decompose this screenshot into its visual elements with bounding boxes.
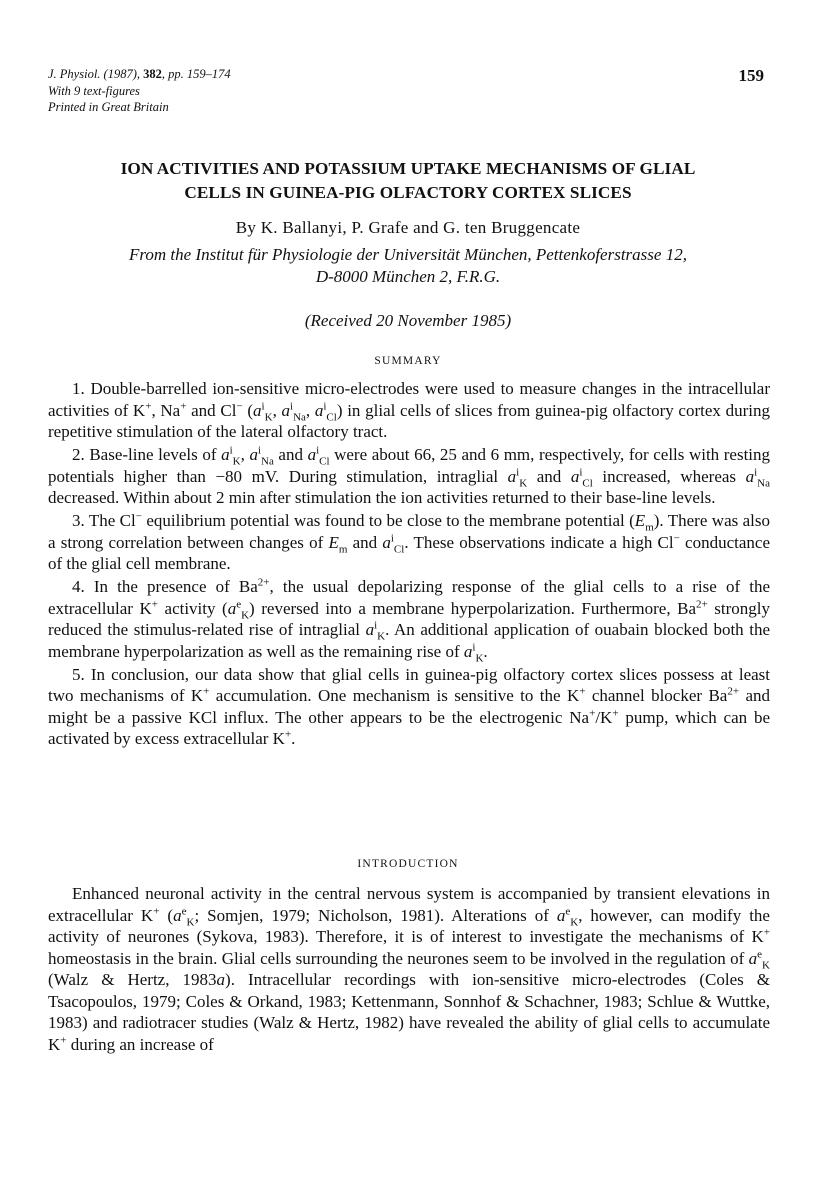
text-run: + — [60, 1033, 67, 1046]
citation-line — [48, 66, 231, 83]
text-run: K — [475, 651, 484, 664]
text-run: i — [316, 444, 320, 457]
printed-note: Printed in Great Britain — [48, 100, 169, 114]
text-run: a — [748, 948, 758, 968]
text-run: 4. In the presence of Ba — [72, 577, 258, 596]
text-run: − — [673, 531, 680, 544]
text-run: equilibrium potential was found to be close to the membrane potential ( — [141, 511, 635, 530]
text-run: a — [314, 400, 324, 420]
text-run: K — [241, 608, 250, 621]
text-run: and Cl — [186, 400, 237, 420]
affiliation — [50, 244, 766, 288]
text-run: a — [227, 598, 237, 618]
figures-note: With 9 text-figures — [48, 83, 140, 98]
text-run: i — [261, 399, 265, 412]
received-date: (Received 20 November 1985) — [304, 311, 512, 330]
text-run: Na — [293, 410, 306, 423]
introduction-paragraph: Enhanced neuronal activity in the central nervous system is accompanied by transient elevations in extracellular K+ ($a^e_K$; Somjen, 1979; Nicholson, 1981). Alterations of $a^e_K$, however, can modify the activity of neurones (Sykova, 1983). Therefore, it is of interest to investigate the mechanisms of K+ homeostasis in the brain. Glial cells surrounding the neurones seem to be involved in the regulation of $a^e_K$ (Walz & Hertz, 1983a). Intracellular recordings with ion-sensitive micro-electrodes (Coles & Tsacopoulos, 1979; Coles & Orkand, 1983; Kettenmann, Sonnhof & Schachner, 1983; Schlue & Wuttke, 1983) and radiotracer studies (Walz & Hertz, 1982) have revealed the ability of glial cells to accumulate K+ during an increase of — [48, 884, 770, 1054]
text-run: 2+ — [696, 597, 708, 610]
text-run: during an increase of — [66, 1034, 214, 1054]
text-run: ). Intracellular recordings with ion-sensitive micro-electrodes (Coles & Tsacopoulos, 1979; Coles & Orkand, 1983; Kettenmann, Sonnhof & Schachner, 1983; Schlue & Wuttke, 1983) and radiotracer studies (Walz & Hertz, 1982) have revealed the ability of glial cells to accumulate K — [48, 970, 770, 1054]
text-run: e — [565, 904, 571, 917]
text-run: 3. The Cl — [72, 511, 136, 530]
summary-paragraph-3 — [48, 510, 770, 575]
text-run: increased, whereas — [592, 466, 746, 486]
text-run: K — [232, 455, 241, 468]
summary-paragraph-4 — [48, 576, 770, 662]
text-run: i — [390, 531, 394, 544]
text-run: a — [570, 466, 580, 486]
text-run: i — [323, 399, 327, 412]
text-run: a — [249, 445, 258, 464]
journal-name: J. Physiol. — [48, 67, 101, 81]
text-run: ; Somjen, 1979; Nicholson, 1981). Alterations of — [194, 905, 557, 925]
text-run: + — [153, 904, 160, 917]
text-run: , the usual depolarizing response of the glial cells to a rise of the extracellular K — [48, 577, 770, 618]
text-run: , — [240, 445, 250, 464]
title-line: ION ACTIVITIES AND POTASSIUM UPTAKE MECHANISMS OF GLIAL — [120, 159, 696, 178]
text-run: K — [377, 630, 386, 643]
text-run: K — [600, 707, 613, 727]
text-run: Cl — [393, 542, 405, 555]
text-run: channel blocker Ba — [585, 686, 728, 705]
text-run: i — [374, 619, 378, 632]
text-run: Cl — [319, 455, 330, 468]
text-run: K — [519, 476, 528, 489]
text-run: a — [463, 641, 473, 661]
text-run: + — [589, 706, 596, 719]
text-run: activity ( — [157, 598, 228, 618]
text-run: m — [338, 542, 348, 555]
text-run: a — [365, 620, 375, 639]
text-run: m — [645, 521, 654, 534]
text-run: , Na — [151, 400, 181, 420]
text-run: ) in glial cells of slices from guinea-pig olfactory cortex during repetitive stimulation of the lateral olfactory tract. — [48, 400, 770, 441]
summary-heading: SUMMARY — [374, 355, 442, 367]
text-run: + — [145, 399, 152, 412]
text-run: ( — [242, 400, 254, 420]
text-run: a — [173, 905, 182, 925]
summary-paragraph-2 — [48, 444, 770, 509]
text-run: + — [579, 685, 586, 698]
text-run: a — [507, 466, 517, 486]
text-run: i — [516, 465, 520, 478]
text-run: i — [290, 399, 294, 412]
text-run: − — [236, 399, 243, 412]
text-run: e — [181, 904, 187, 917]
introduction-heading: INTRODUCTION — [357, 858, 459, 870]
text-run: . These observations indicate a high Cl — [404, 532, 674, 552]
text-run: and — [527, 466, 571, 486]
year: (1987), — [103, 67, 144, 81]
text-run: accumulation. One mechanism is sensitive to the K — [209, 686, 580, 705]
summary-paragraph-1 — [48, 378, 770, 443]
text-run: E — [634, 511, 646, 530]
summary-body — [48, 378, 770, 751]
text-run: e — [236, 597, 242, 610]
text-run: a — [556, 905, 566, 925]
text-run: + — [203, 685, 210, 698]
text-run: and might be a passive KCl influx. The other appears to be the electrogenic Na — [48, 686, 771, 727]
text-run: , — [305, 400, 315, 420]
text-run: were about 66, 25 and 6 mm, respectively, for cells with resting potentials higher than −80 mV. During stimulation, intraglial — [48, 445, 771, 486]
text-run: i — [754, 465, 758, 478]
volume: 382 — [143, 67, 162, 81]
text-run: K — [264, 410, 273, 423]
journal-citation — [48, 66, 231, 116]
text-run: i — [579, 465, 583, 478]
text-run: Enhanced neuronal activity in the central nervous system is accompanied by transient elevations in extracellular K — [48, 884, 770, 925]
text-run: 2+ — [727, 685, 740, 698]
text-run: , — [272, 400, 282, 420]
text-run: a — [253, 400, 262, 420]
text-run: + — [612, 706, 619, 719]
text-run: strongly reduced the stimulus-related rise of intraglial — [48, 598, 770, 639]
affiliation-line: From the Institut für Physiologie der Universität München, Pettenkoferstrasse 12, — [129, 245, 687, 264]
authors: By K. Ballanyi, P. Grafe and G. ten Bruggencate — [235, 218, 581, 237]
text-run: , however, can modify the activity of neurones (Sykova, 1983). Therefore, it is of interest to investigate the mechanisms of K — [48, 905, 770, 946]
text-run: 1. Double-barrelled ion-sensitive micro-electrodes were used to measure changes in the intracellular activities of K — [48, 379, 770, 420]
text-run: ). There was also a strong correlation between changes of — [48, 511, 771, 552]
article-title — [50, 157, 766, 205]
text-run: a — [382, 532, 391, 552]
text-run: + — [763, 926, 770, 939]
text-run: decreased. Within about 2 min after stimulation the ion activities returned to their base-line levels. — [48, 488, 716, 507]
text-run: a — [307, 445, 317, 464]
text-run: i — [257, 444, 262, 457]
text-run: i — [472, 640, 476, 653]
text-run: E — [328, 532, 339, 552]
text-run: a — [221, 445, 230, 464]
text-run: Na — [261, 455, 274, 468]
title-line: CELLS IN GUINEA-PIG OLFACTORY CORTEX SLICES — [184, 183, 632, 202]
text-run: K — [762, 958, 770, 971]
text-run: Cl — [582, 476, 593, 489]
text-run: + — [180, 399, 187, 412]
text-run: i — [229, 444, 233, 457]
pages: , pp. 159–174 — [161, 67, 231, 81]
text-run: ) reversed into a membrane hyperpolarization. Furthermore, Ba — [249, 598, 697, 618]
text-run: Cl — [326, 410, 337, 423]
text-run: 2. Base-line levels of — [72, 445, 222, 464]
page-number: 159 — [738, 66, 764, 85]
text-run: e — [757, 947, 763, 960]
text-run: conductance of the glial cell membrane. — [48, 532, 770, 573]
text-run: Na — [757, 476, 770, 489]
text-run: a — [745, 466, 755, 486]
text-run: 5. In conclusion, our data show that glial cells in guinea-pig olfactory cortex slices possess at least two mechanisms of K — [48, 664, 770, 705]
text-run: and — [347, 532, 383, 552]
text-run: homeostasis in the brain. Glial cells surrounding the neurones seem to be involved in the regulation of — [48, 948, 749, 968]
text-run: / — [595, 707, 601, 727]
text-run: − — [135, 510, 142, 523]
text-run: . — [483, 641, 488, 661]
introduction-body — [48, 883, 770, 1057]
text-run: a — [216, 970, 226, 989]
text-run: 2+ — [257, 576, 270, 589]
text-run: . An additional application of ouabain blocked both the membrane hyperpolarization as well as the remaining rise of — [48, 620, 771, 661]
affiliation-line: D-8000 München 2, F.R.G. — [315, 267, 501, 286]
text-run: + — [151, 597, 158, 610]
summary-paragraph-5 — [48, 664, 770, 750]
text-run: pump, which can be activated by excess extracellular K — [48, 707, 770, 748]
text-run: and — [273, 445, 308, 464]
text-run: a — [281, 400, 291, 420]
text-run: + — [284, 728, 292, 741]
text-run: K — [570, 915, 579, 928]
text-run: (Walz & Hertz, 1983 — [48, 970, 217, 989]
text-run: K — [186, 915, 195, 928]
text-run: . — [291, 729, 296, 748]
